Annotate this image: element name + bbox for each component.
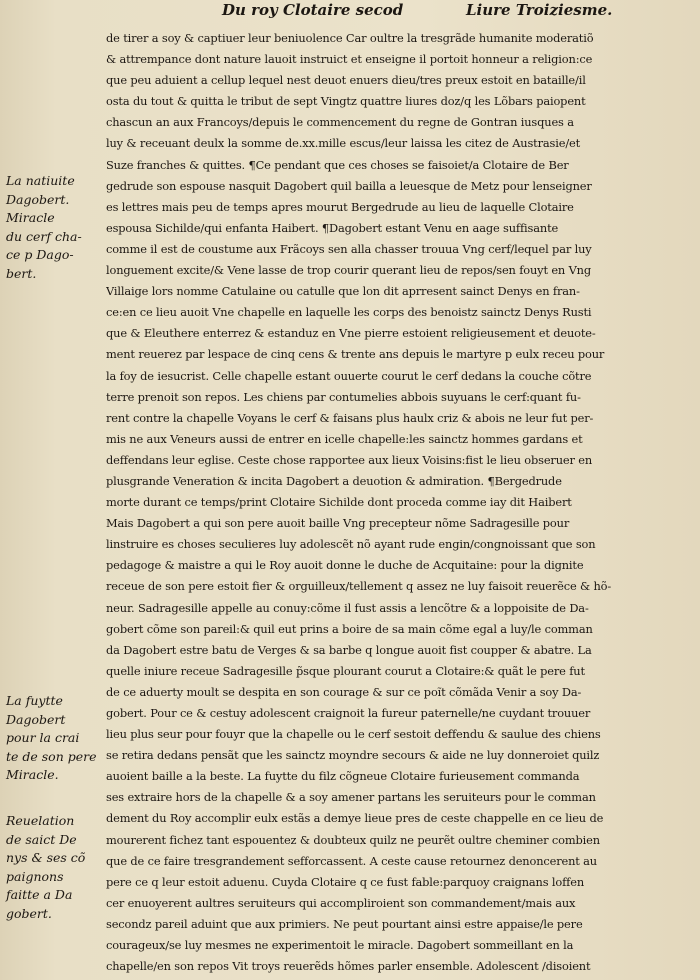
body-text <box>106 28 696 977</box>
text-line: morte durant ce temps/print Clotaire Sichilde dont proceda comme iay dit Haibert <box>106 495 572 510</box>
note-line: pour la crai <box>6 730 80 745</box>
text-line: mourerent fichez tant espouentez & doubteux quilz ne peurẽt oultre cheminer combien <box>106 832 600 847</box>
text-line: Suze franches & quittes. ¶Ce pendant que ces choses se faisoiet/a Clotaire de Ber <box>106 157 569 172</box>
note-line: Dagobert <box>6 711 66 727</box>
text-line: Mais Dagobert a qui son pere auoit baille Vng precepteur nõme Sadragesille pour <box>106 516 570 531</box>
text-line: que de ce faire tresgrandement sefforcassent. A ceste cause retournez denoncerent au <box>106 853 597 868</box>
text-line: lieu plus seur pour fouyr que la chapelle ou le cerf sestoit deffendu & saulue des chiens <box>106 727 601 742</box>
margin-note-nativity <box>6 172 96 283</box>
note-line: de saict De <box>6 831 77 847</box>
text-line: plusgrande Veneration & incita Dagobert a deuotion & admiration. ¶Bergedrude <box>106 473 562 488</box>
note-line: Reuelation <box>6 813 75 828</box>
note-line: nys & ses cõ <box>6 850 86 865</box>
text-line: gobert. Pour ce & cestuy adolescent craignoit la fureur paternelle/ne cuydant trouuer <box>106 706 591 720</box>
text-line: da Dagobert estre batu de Verges & sa barbe q longue auoit fist coupper & abatre. La <box>106 642 592 657</box>
note-line: te de son pere <box>6 748 97 764</box>
text-line: receue de son pere estoit fier & orguilleux/tellement q assez ne luy faisoit reuerẽce & hõ- <box>106 579 612 594</box>
note-line: faitte a Da <box>6 887 73 902</box>
text-line: rent contre la chapelle Voyans le cerf & faisans plus haulx criz & abois ne leur fut per- <box>106 410 594 425</box>
note-line: Dagobert. <box>6 191 70 207</box>
text-line: la foy de iesucrist. Celle chapelle estant ouuerte courut le cerf dedans la couche cõtre <box>106 368 592 383</box>
text-line: comme il est de coustume aux Frãcoys sen alla chasser trouua Vng cerf/lequel par luy <box>106 241 592 256</box>
text-line: neur. Sadragesille appelle au conuy:cõme il fust assis a lencõtre & a loppoisite de Da- <box>106 600 589 615</box>
margin-note-flight <box>6 692 96 785</box>
note-line: La natiuite <box>6 173 75 188</box>
text-line: que & Eleuthere enterrez & estanduz en Vne pierre estoient religieusement et deuote- <box>106 326 596 341</box>
running-header <box>0 0 700 24</box>
text-line: secondz pareil aduint que aux primiers. Ne peut pourtant ainsi estre appaise/le pere <box>106 916 583 931</box>
note-line: La fuytte <box>6 693 63 708</box>
note-line: bert. <box>6 265 37 281</box>
text-line: de tirer a soy & captiuer leur beniuolence Car oultre la tresgrãde humanite moderatiõ <box>106 31 594 45</box>
text-line: deffendans leur eglise. Ceste chose rapportee aux lieux Voisins:fist le lieu obseruer en <box>106 452 593 467</box>
note-line: du cerf cha- <box>6 228 82 244</box>
text-line: pere ce q leur estoit aduenu. Cuyda Clotaire q ce fust fable:parquoy craignans loffen <box>106 874 585 889</box>
text-line: & attrempance dont nature lauoit instruict et enseigne il portoit honneur a religion:ce <box>106 52 593 67</box>
text-line: gobert cõme son pareil:& quil eut prins a boire de sa main cõme egal a luy/le comman <box>106 621 593 636</box>
text-line: se retira dedans pensãt que les sainctz moyndre secours & aide ne luy donneroiet quilz <box>106 748 600 763</box>
note-line: paignons <box>6 868 64 884</box>
text-line: ment reuerez par lespace de cinq cens & trente ans depuis le martyre p eulx receu pour <box>106 347 605 362</box>
header-left: Du roy Clotaire secod <box>222 1 404 19</box>
text-line: cer enuoyerent aultres seruiteurs qui accompliroient son commandement/mais aux <box>106 895 576 910</box>
text-line: auoient baille a la beste. La fuytte du filz cõgneue Clotaire furieusement commanda <box>106 769 580 784</box>
margin-note-revelation <box>6 812 96 923</box>
text-line: chascun an aux Francoys/depuis le commencement du regne de Gontran iusques a <box>106 115 574 130</box>
text-line: courageux/se luy mesmes ne experimentoit le miracle. Dagobert sommeillant en la <box>106 938 574 953</box>
text-line: quelle iniure receue Sadragesille p̃sque plourant courut a Clotaire:& quãt le pere fut <box>106 663 585 678</box>
text-line: de ce aduerty moult se despita en son courage & sur ce poĩt cõmãda Venir a soy Da- <box>106 684 582 699</box>
text-line: gedrude son espouse nasquit Dagobert quil bailla a leuesque de Metz pour lenseigner <box>106 178 592 193</box>
text-line: longuement excite/& Vene lasse de trop courir querant lieu de repos/sen fouyt en Vng <box>106 263 591 278</box>
text-line: luy & receuant deulx la somme de.xx.mille escus/leur laissa les citez de Austrasie/et <box>106 136 581 151</box>
text-line: que peu aduient a cellup lequel nest deuot enuers dieu/tres preux estoit en bataille/il <box>106 73 586 88</box>
text-line: ce:en ce lieu auoit Vne chapelle en laquelle les corps des benoistz sainctz Denys Rusti <box>106 305 592 320</box>
text-line: mis ne aux Veneurs aussi de entrer en icelle chapelle:les sainctz hommes gardans et <box>106 431 583 446</box>
text-line: ses extraire hors de la chapelle & a soy amener partans les seruiteurs pour le comman <box>106 790 596 805</box>
text-line: terre prenoit son repos. Les chiens par contumelies abbois suyuans le cerf:quant fu- <box>106 389 581 404</box>
text-line: chapelle/en son repos Vit troys reuerẽds hõmes parler ensemble. Adolescent /disoient <box>106 959 591 974</box>
text-line: pedagoge & maistre a qui le Roy auoit donne le duche de Acquitaine: pour la dignite <box>106 558 584 573</box>
note-line: Miracle. <box>6 767 59 782</box>
text-line: espousa Sichilde/qui enfanta Haibert. ¶Dagobert estant Venu en aage suffisante <box>106 220 559 235</box>
text-line: es lettres mais peu de temps apres mourut Bergedrude au lieu de laquelle Clotaire <box>106 199 574 214</box>
note-line: Miracle <box>6 210 55 225</box>
note-line: gobert. <box>6 905 52 921</box>
text-line: Villaige lors nomme Catulaine ou catulle que lon dit aprresent sainct Denys en fran- <box>106 284 580 299</box>
note-line: ce p Dago- <box>6 247 74 262</box>
text-line: dement du Roy accomplir eulx estãs a demye lieue pres de ceste chappelle en ce lieu de <box>106 811 604 826</box>
text-line: osta du tout & quitta le tribut de sept Vingtz quattre liures doz/q les Lõbars paiopent <box>106 94 586 109</box>
header-right: Liure Troiziesme. <box>466 1 613 19</box>
text-line: linstruire es choses seculieres luy adolescẽt nõ ayant rude engin/congnoissant que son <box>106 537 596 552</box>
